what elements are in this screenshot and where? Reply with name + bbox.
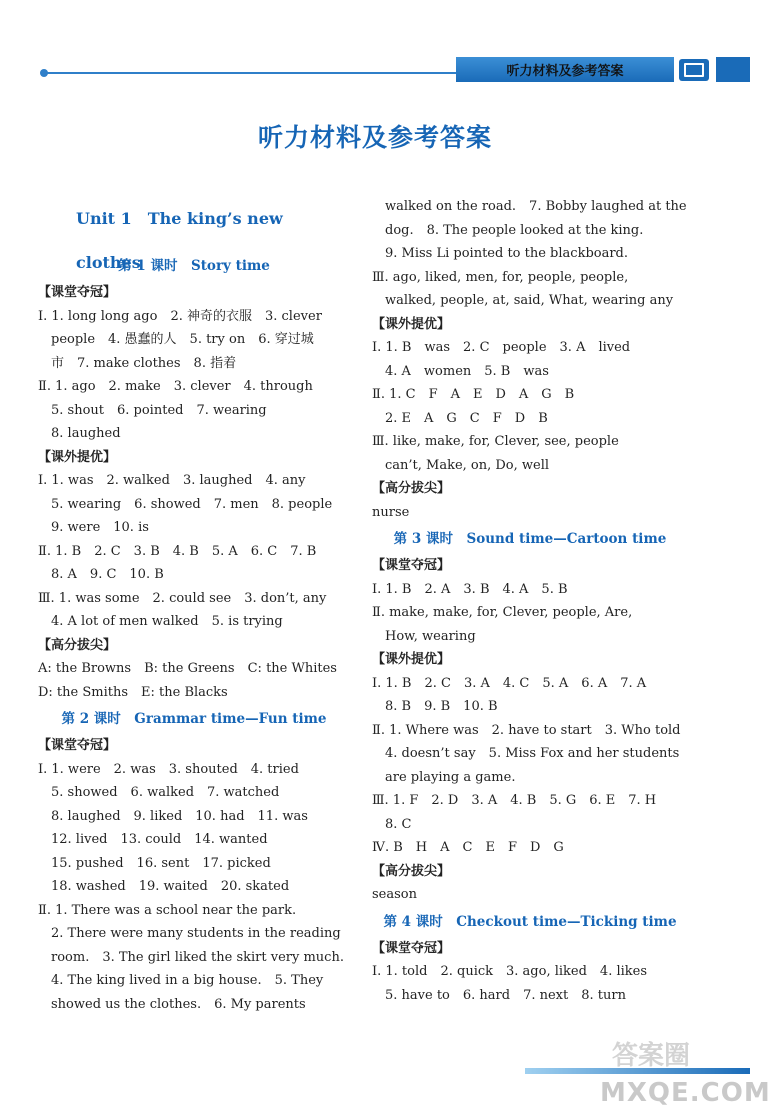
answer-line: 4. A women 5. B was (372, 363, 549, 379)
answer-line: 8. A 9. C 10. B (38, 567, 164, 582)
answer-line: Ⅲ. like, make, for, Clever, see, people (372, 434, 619, 449)
section-heading: 【高分拔尖】 (372, 481, 451, 496)
answer-line: 18. washed 19. waited 20. skated (38, 879, 290, 894)
section-heading: 【高分拔尖】 (38, 637, 117, 653)
answer-line: Ⅱ. 1. B 2. C 3. B 4. B 5. A 6. C 7. B (38, 543, 317, 559)
answer-line: Ⅱ. 1. ago 2. make 3. clever 4. through (38, 379, 313, 394)
answer-line: 2. E A G C F D B (372, 410, 548, 426)
header-strip (716, 57, 750, 82)
answer-line: Ⅲ. ago, liked, men, for, people, people, (372, 269, 629, 285)
answer-line: Ⅰ. 1. B 2. C 3. A 4. C 5. A 6. A 7. A (372, 675, 647, 691)
book-icon (677, 56, 713, 84)
answer-line: 2. There were many students in the reading (38, 926, 341, 941)
answer-line: Ⅰ. 1. were 2. was 3. shouted 4. tried (38, 761, 299, 777)
section-heading: 【课外提优】 (372, 652, 451, 667)
section-heading: 【课堂夺冠】 (38, 285, 117, 300)
answer-line: people 4. 愚蠢的人 5. try on 6. 穿过城 (38, 332, 314, 347)
lesson-title: 第 2 课时 Grammar time—Fun time (61, 711, 327, 727)
answer-line: room. 3. The girl liked the skirt very much. (38, 949, 344, 965)
page-title: 听力材料及参考答案 (257, 123, 492, 152)
answer-line: D: the Smiths E: the Blacks (38, 684, 228, 700)
answer-line: Ⅲ. 1. F 2. D 3. A 4. B 5. G 6. E 7. H (372, 793, 657, 808)
answer-line: showed us the clothes. 6. My parents (38, 996, 306, 1012)
answer-line: 9. were 10. is (38, 520, 149, 535)
header-tab: 听力材料及参考答案 (456, 57, 674, 82)
answer-line: How, wearing (372, 628, 476, 644)
answer-line: Ⅱ. make, make, for, Clever, people, Are, (372, 605, 633, 620)
answer-line: 12. lived 13. could 14. wanted (38, 832, 268, 847)
section-heading: 【课堂夺冠】 (372, 940, 451, 956)
answer-line: 5. shout 6. pointed 7. wearing (38, 402, 267, 418)
header-line (44, 72, 456, 74)
answer-line: can’t, Make, on, Do, well (372, 457, 550, 473)
answer-line: 4. The king lived in a big house. 5. They (38, 973, 324, 988)
answer-line: dog. 8. The people looked at the king. (372, 222, 644, 238)
section-heading: 【课堂夺冠】 (38, 738, 117, 753)
right-column (372, 195, 688, 1007)
section-heading: 【课外提优】 (372, 316, 451, 332)
section-heading: 【课外提优】 (38, 449, 117, 465)
answer-line: Ⅰ. 1. B was 2. C people 3. A lived (372, 340, 631, 355)
answer-line: nurse (372, 504, 410, 520)
answer-line: Ⅳ. B H A C E F D G (372, 840, 564, 855)
lesson-title: 第 1 课时 Story time (118, 258, 270, 274)
section-heading: 【课堂夺冠】 (372, 558, 451, 573)
answer-line: season (372, 887, 417, 902)
section-heading: 【高分拔尖】 (372, 863, 451, 879)
answer-line: 5. wearing 6. showed 7. men 8. people (38, 496, 333, 512)
answer-line: 9. Miss Li pointed to the blackboard. (372, 246, 629, 261)
answer-line: 市 7. make clothes 8. 指着 (38, 355, 237, 371)
answer-line: Ⅲ. 1. was some 2. could see 3. don’t, any (38, 590, 327, 606)
lesson-title: 第 3 课时 Sound time—Cartoon time (393, 531, 667, 547)
lesson-title: 第 4 课时 Checkout time—Ticking time (383, 913, 677, 930)
answer-line: are playing a game. (372, 769, 516, 785)
answer-line: walked on the road. 7. Bobby laughed at the (372, 199, 687, 214)
answer-line: 4. doesn’t say 5. Miss Fox and her students (372, 746, 680, 761)
left-column (38, 195, 350, 1016)
answer-line: walked, people, at, said, What, wearing any (372, 293, 674, 308)
answer-line: Ⅰ. 1. told 2. quick 3. ago, liked 4. likes (372, 964, 648, 979)
answer-line: 15. pushed 16. sent 17. picked (38, 855, 271, 871)
answer-line: 5. have to 6. hard 7. next 8. turn (372, 987, 626, 1003)
header-dot (40, 69, 48, 77)
answer-line: 8. laughed (38, 426, 121, 441)
answer-line: Ⅰ. 1. long long ago 2. 神奇的衣服 3. clever (38, 308, 322, 324)
answer-line: Ⅰ. 1. B 2. A 3. B 4. A 5. B (372, 581, 568, 597)
answer-line: 8. C (372, 816, 412, 832)
answer-line: 8. B 9. B 10. B (372, 699, 498, 714)
answer-line: 5. showed 6. walked 7. watched (38, 785, 280, 800)
answer-line: Ⅱ. 1. C F A E D A G B (372, 387, 575, 402)
watermark-site: MXQE.COM (600, 1078, 771, 1108)
answer-line: A: the Browns B: the Greens C: the Whites (38, 661, 337, 676)
watermark-logo: 答案圈 (612, 1041, 691, 1071)
answer-line: 4. A lot of men walked 5. is trying (38, 614, 283, 629)
answer-line: Ⅱ. 1. Where was 2. have to start 3. Who told (372, 722, 681, 738)
answer-line: Ⅱ. 1. There was a school near the park. (38, 902, 297, 918)
unit-title: Unit 1 The king’s new clothes (76, 209, 283, 272)
answer-line: Ⅰ. 1. was 2. walked 3. laughed 4. any (38, 473, 306, 488)
answer-line: 8. laughed 9. liked 10. had 11. was (38, 808, 308, 824)
